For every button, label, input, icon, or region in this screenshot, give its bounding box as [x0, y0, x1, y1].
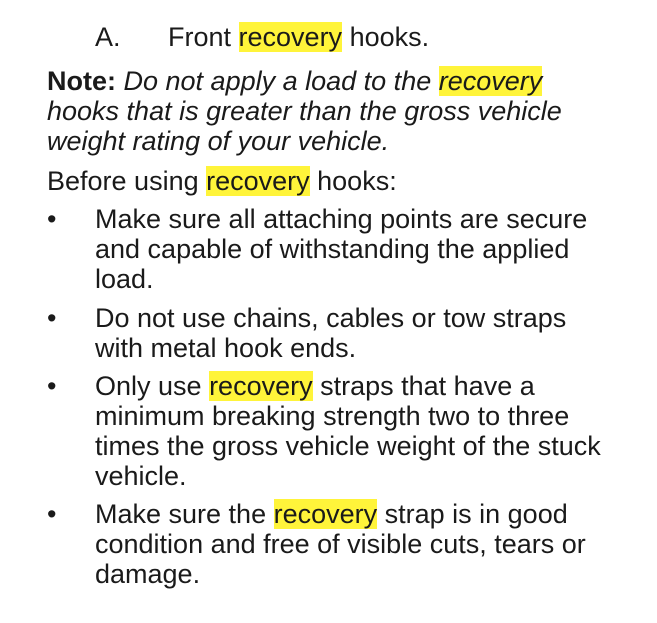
search-highlight: recovery [206, 166, 310, 196]
search-highlight: recovery [238, 22, 343, 52]
bullet-text: Only use [95, 371, 210, 401]
search-highlight: recovery [438, 66, 543, 96]
bullet-text: Do not use chains, cables or tow straps with metal hook ends. [95, 303, 567, 363]
search-highlight: recovery [209, 371, 313, 401]
bullet-item [95, 499, 615, 589]
note-text-start: Do not apply a load to the [116, 66, 439, 96]
note-paragraph [47, 66, 607, 156]
intro-paragraph [47, 166, 397, 196]
bullet-icon: • [47, 303, 57, 333]
bullet-text: Make sure the [95, 499, 274, 529]
legend-letter: A. [95, 22, 121, 52]
bullet-text-end: straps that have a minimum breaking strength two to three times the gross vehicle weight of the stuck vehicle. [95, 371, 601, 491]
bullet-icon: • [47, 204, 57, 234]
note-label: Note: [47, 66, 116, 96]
intro-text-end: hooks: [309, 166, 397, 196]
bullet-text: Make sure all attaching points are secure and capable of withstanding the applied load. [95, 204, 588, 294]
note-text-end: hooks that is greater than the gross vehicle weight rating of your vehicle. [47, 96, 562, 156]
bullet-text-end: strap is in good condition and free of visible cuts, tears or damage. [95, 499, 586, 589]
legend-description [168, 22, 429, 52]
bullet-item [95, 204, 615, 294]
legend-text-start: Front [168, 22, 239, 52]
intro-text-start: Before using [47, 166, 207, 196]
bullet-icon: • [47, 371, 57, 401]
bullet-item [95, 303, 615, 363]
bullet-icon: • [47, 499, 57, 529]
search-highlight: recovery [273, 499, 378, 529]
legend-text-end: hooks. [342, 22, 430, 52]
bullet-item [95, 371, 615, 491]
